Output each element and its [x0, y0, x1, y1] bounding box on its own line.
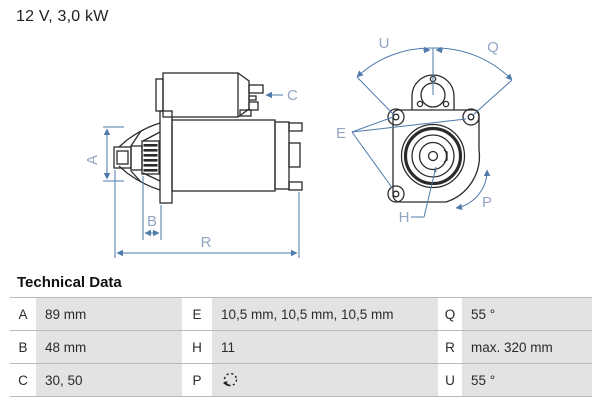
tech-value-cell: 89 mm	[36, 298, 182, 330]
table-row	[10, 330, 592, 363]
technical-data-heading: Technical Data	[17, 274, 122, 291]
tech-key-cell: B	[10, 331, 36, 363]
page-title: 12 V, 3,0 kW	[16, 8, 109, 25]
dim-label-p: P	[481, 194, 493, 211]
tech-value-cell: 11	[212, 331, 438, 363]
dim-label-u: U	[378, 35, 390, 52]
front-view-drawing	[388, 75, 479, 202]
tech-key-cell: U	[438, 364, 462, 396]
technical-data-section	[10, 272, 592, 397]
dim-label-r: R	[200, 234, 212, 251]
dim-label-a: A	[84, 154, 101, 166]
dim-label-e: E	[335, 125, 347, 142]
tech-value-cell: 55 °	[462, 364, 592, 396]
side-view-dimension-labels	[84, 87, 298, 251]
side-view-drawing	[114, 73, 302, 203]
tech-key-cell: P	[182, 364, 212, 396]
tech-key-cell: E	[182, 298, 212, 330]
tech-value-cell: max. 320 mm	[462, 331, 592, 363]
tech-key-cell: R	[438, 331, 462, 363]
dim-label-b: B	[146, 213, 158, 230]
table-row	[10, 363, 592, 397]
table-row	[10, 297, 592, 330]
front-view-dimensions	[352, 48, 512, 217]
tech-value-cell: 10,5 mm, 10,5 mm, 10,5 mm	[212, 298, 438, 330]
tech-key-cell: A	[10, 298, 36, 330]
tech-key-cell: C	[10, 364, 36, 396]
technical-data-table	[10, 297, 592, 397]
dim-label-q: Q	[487, 39, 499, 56]
tech-key-cell: Q	[438, 298, 462, 330]
tech-key-cell: H	[182, 331, 212, 363]
tech-value-cell: 55 °	[462, 298, 592, 330]
front-view-dimension-labels	[336, 35, 499, 226]
dim-label-h: H	[398, 209, 410, 226]
dim-label-c: C	[287, 87, 298, 104]
tech-value-cell: 30, 50	[36, 364, 182, 396]
tech-value-cell: 48 mm	[36, 331, 182, 363]
rotation-ccw-icon	[221, 371, 239, 389]
tech-value-cell	[212, 364, 438, 396]
